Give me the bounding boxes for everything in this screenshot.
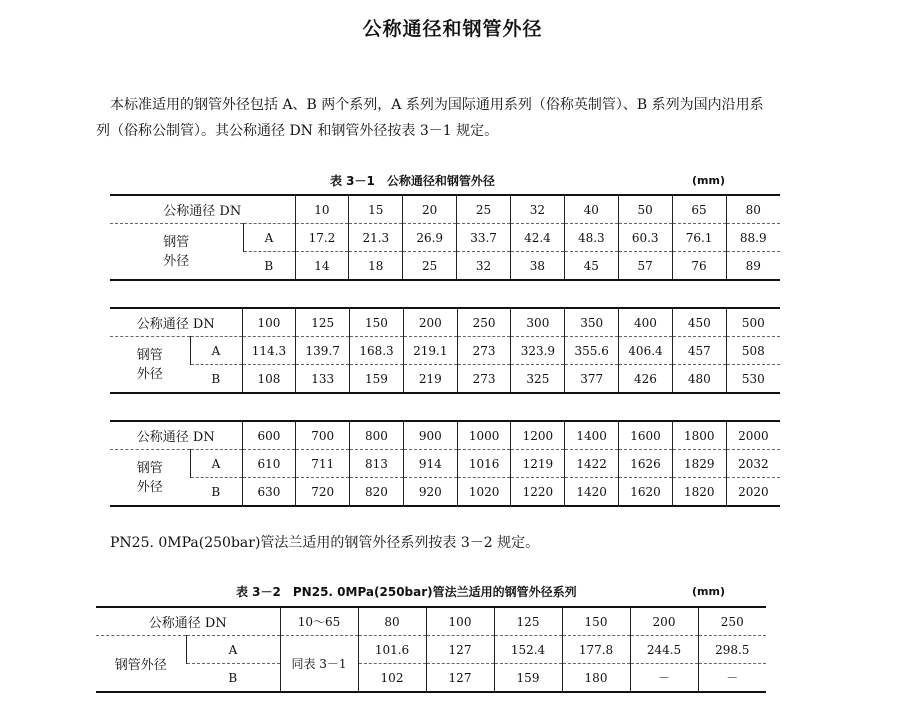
table2-b-cell: 159 [494,664,562,693]
table1-series-b: B [243,252,295,281]
table1-b-cell: 920 [403,478,457,507]
table1-group-label [110,337,190,394]
table1-group-label-line2: 外径 [136,366,163,382]
table1-b-cell: 377 [565,365,619,394]
table1-dn-cell: 1800 [672,421,726,450]
table1-a-cell: 17.2 [295,224,349,252]
table2-b-cell: 127 [426,664,494,693]
table1-dn-cell: 125 [296,308,350,337]
table1-a-cell: 1829 [672,450,726,478]
table1-series-a: A [190,450,242,478]
table2-dn-cell: 250 [698,607,766,636]
table2-series-a: A [186,636,280,664]
table1-dn-cell: 50 [618,195,672,224]
table1-b-cell: 32 [457,252,511,281]
table1-block-2 [110,307,780,394]
table1-dn-cell: 40 [564,195,618,224]
table2-caption: 表 3－2 PN25. 0MPa(250bar)管法兰适用的钢管外径系列 [236,585,577,599]
table1-dn-cell: 10 [295,195,349,224]
table1-a-cell: 508 [726,337,780,365]
table1-dn-cell: 2000 [726,421,780,450]
table1-group-label-line1: 钢管 [163,234,190,250]
table1-b-cell: 1420 [565,478,619,507]
table1-b-cell: 325 [511,365,565,394]
table1-dn-cell: 250 [457,308,511,337]
table1-a-cell: 33.7 [457,224,511,252]
table1-a-cell: 273 [457,337,511,365]
table1-b-cell: 720 [296,478,350,507]
table1-b-cell: 480 [672,365,726,394]
table1-a-cell: 813 [350,450,404,478]
table1-dn-cell: 600 [242,421,296,450]
table1-a-cell: 610 [242,450,296,478]
table2-a-cell: 101.6 [358,636,426,664]
table1-dn-cell: 900 [403,421,457,450]
table1-a-cell: 219.1 [403,337,457,365]
table1-b-cell: 1020 [457,478,511,507]
table1-dn-cell: 25 [457,195,511,224]
intro-paragraph: 本标准适用的钢管外径包括 A、B 两个系列，A 系列为国际通用系列（俗称英制管）、B 系列为国内沿用系列（俗称公制管）。其公称通径 DN 和钢管外径按表 3－1 规定。 [96,97,764,139]
table1-b-cell: 89 [726,252,780,281]
table1-b-cell: 426 [619,365,673,394]
table1-dn-cell: 200 [403,308,457,337]
table1-dn-cell: 400 [619,308,673,337]
table1-a-cell: 1016 [457,450,511,478]
table1-unit: (mm) [692,174,725,187]
table1-dn-cell: 1000 [457,421,511,450]
table1-block-3 [110,420,780,507]
table2-dn-cell: 200 [630,607,698,636]
table1-a-cell: 168.3 [350,337,404,365]
table1-group-label-line2: 外径 [136,479,163,495]
table1-group-label-line2: 外径 [163,253,190,269]
table1-dn-cell: 80 [726,195,780,224]
table1-dn-cell: 65 [672,195,726,224]
table2-dn-cell: 100 [426,607,494,636]
table1-group-label-line1: 钢管 [136,347,163,363]
table1-a-cell: 1626 [619,450,673,478]
table1-dn-cell: 150 [350,308,404,337]
table1-b-cell: 630 [242,478,296,507]
table1-b-cell: 25 [403,252,457,281]
table1-b-cell: 76 [672,252,726,281]
table1-a-cell: 2032 [726,450,780,478]
table2-a-cell: 127 [426,636,494,664]
table1-a-cell: 355.6 [565,337,619,365]
table1-a-cell: 88.9 [726,224,780,252]
table1-a-cell: 76.1 [672,224,726,252]
table1-caption: 表 3－1 公称通径和钢管外径 [330,174,495,188]
table1-a-cell: 406.4 [619,337,673,365]
table1-a-cell: 60.3 [618,224,672,252]
table2-a-cell: 244.5 [630,636,698,664]
table1-b-cell: 133 [296,365,350,394]
table1-series-b: B [190,478,242,507]
table1-group-label [110,450,190,507]
table1-b-cell: 18 [349,252,403,281]
table1-a-cell: 26.9 [403,224,457,252]
table1-dn-cell: 700 [296,421,350,450]
table2-dn-cell: 125 [494,607,562,636]
table1-series-a: A [243,224,295,252]
table1-dn-cell: 20 [403,195,457,224]
table1-dn-cell: 350 [565,308,619,337]
table1-dn-cell: 1200 [511,421,565,450]
table1-a-cell: 457 [672,337,726,365]
table1-dn-cell: 800 [350,421,404,450]
table2-dn-cell: 10～65 [280,607,358,636]
table1-b-cell: 1820 [672,478,726,507]
table1-b-cell: 219 [403,365,457,394]
table1-dn-cell: 1400 [565,421,619,450]
table2-b-cell: － [698,664,766,693]
table1-dn-cell: 500 [726,308,780,337]
table1-a-cell: 1422 [565,450,619,478]
table1-b-cell: 14 [295,252,349,281]
table2-b-cell: － [630,664,698,693]
table1-dn-cell: 15 [349,195,403,224]
table1-dn-label: 公称通径 DN [163,204,242,219]
table1-b-cell: 1620 [619,478,673,507]
table2-a-cell: 152.4 [494,636,562,664]
table2-dn-cell: 150 [562,607,630,636]
table2-a-cell: 298.5 [698,636,766,664]
table1-b-cell: 108 [242,365,296,394]
table1-dn-label: 公称通径 DN [136,317,215,332]
table1-dn-cell: 32 [511,195,565,224]
table1-dn-cell: 300 [511,308,565,337]
table1-a-cell: 323.9 [511,337,565,365]
table2-group-label: 钢管外径 [96,636,186,693]
table1-b-cell: 1220 [511,478,565,507]
table2-same-as: 同表 3－1 [280,636,358,693]
table1-b-cell: 159 [350,365,404,394]
table2 [96,606,766,693]
table1-a-cell: 48.3 [564,224,618,252]
table1-a-cell: 1219 [511,450,565,478]
table1-b-cell: 820 [350,478,404,507]
table1-b-cell: 530 [726,365,780,394]
table1-b-cell: 273 [457,365,511,394]
table1-series-b: B [190,365,242,394]
table1-dn-cell: 1600 [619,421,673,450]
table1-a-cell: 914 [403,450,457,478]
page-title: 公称通径和钢管外径 [362,18,543,40]
table1-a-cell: 711 [296,450,350,478]
table1-series-a: A [190,337,242,365]
table1-b-cell: 2020 [726,478,780,507]
table1-a-cell: 21.3 [349,224,403,252]
table1-b-cell: 38 [511,252,565,281]
table2-series-b: B [186,664,280,693]
table1-a-cell: 114.3 [242,337,296,365]
table1-a-cell: 42.4 [511,224,565,252]
table1-dn-cell: 100 [242,308,296,337]
table2-b-cell: 102 [358,664,426,693]
table2-b-cell: 180 [562,664,630,693]
table1-dn-label: 公称通径 DN [136,430,215,445]
table1-group-label [110,224,243,281]
table1-b-cell: 45 [564,252,618,281]
table1-group-label-line1: 钢管 [136,460,163,476]
table2-a-cell: 177.8 [562,636,630,664]
table1-a-cell: 139.7 [296,337,350,365]
table2-dn-cell: 80 [358,607,426,636]
second-paragraph: PN25. 0MPa(250bar)管法兰适用的钢管外径系列按表 3－2 规定。 [110,535,540,551]
table1-dn-cell: 450 [672,308,726,337]
table2-unit: (mm) [692,585,725,598]
table1-block-1 [110,194,780,281]
table2-dn-label: 公称通径 DN [148,616,227,631]
table1-b-cell: 57 [618,252,672,281]
